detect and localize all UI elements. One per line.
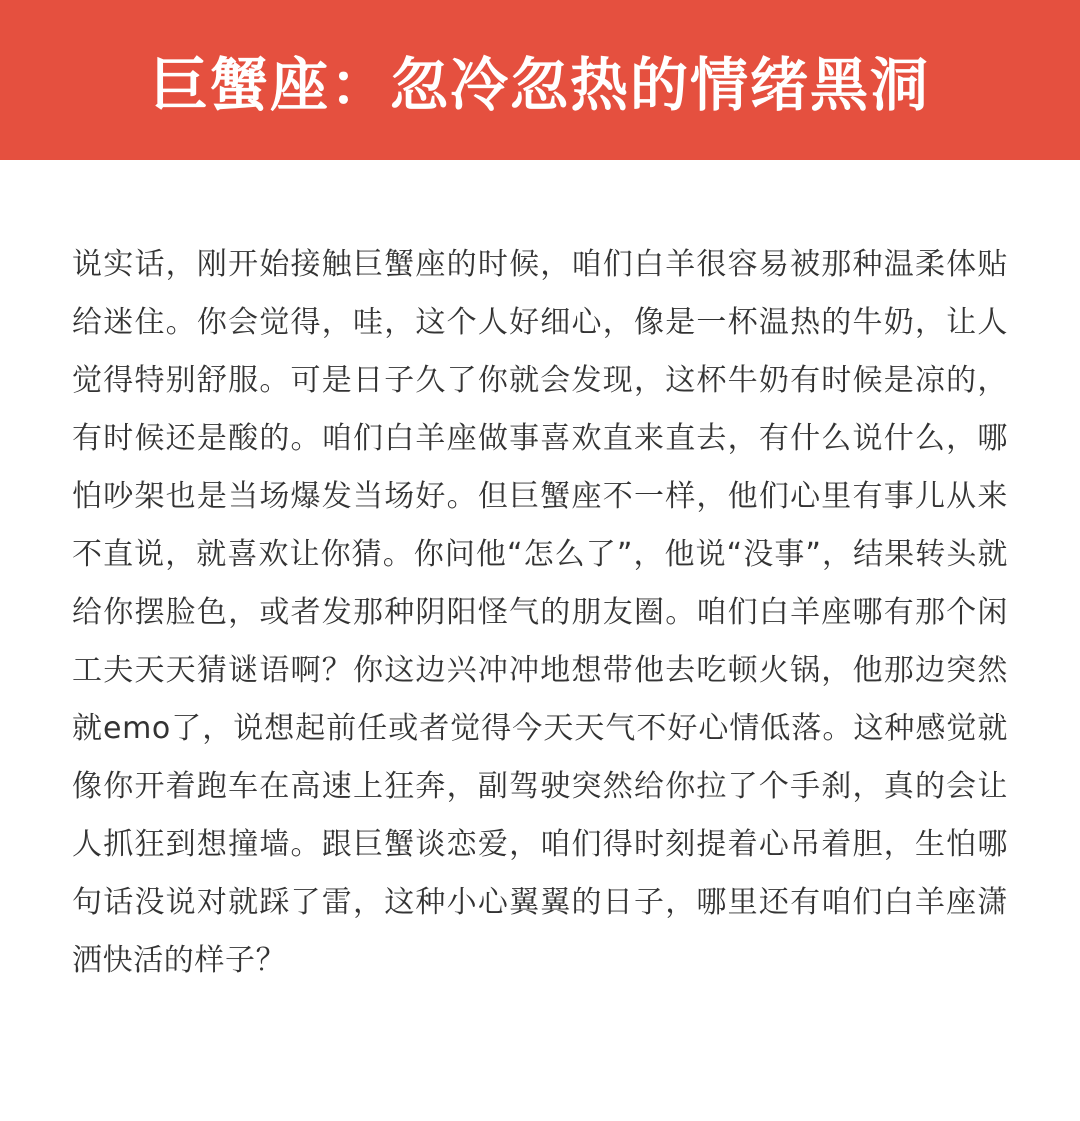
title-banner bbox=[0, 0, 1080, 160]
article-body bbox=[72, 236, 1008, 990]
page-title: 巨蟹座：忽冷忽热的情绪黑洞 bbox=[149, 51, 930, 119]
article-paragraph: 说实话，刚开始接触巨蟹座的时候，咱们白羊很容易被那种温柔体贴给迷住。你会觉得，哇，这个人好细心，像是一杯温热的牛奶，让人觉得特别舒服。可是日子久了你就会发现，这杯牛奶有时候是凉的，有时候还是酸的。咱们白羊座做事喜欢直来直去，有什么说什么，哪怕吵架也是当场爆发当场好。但巨蟹座不一样，他们心里有事儿从来不直说，就喜欢让你猜。你问他“怎么了”，他说“没事”，结果转头就给你摆脸色，或者发那种阴阳怪气的朋友圈。咱们白羊座哪有那个闲工夫天天猜谜语啊？你这边兴冲冲地想带他去吃顿火锅，他那边突然就emo了，说想起前任或者觉得今天天气不好心情低落。这种感觉就像你开着跑车在高速上狂奔，副驾驶突然给你拉了个手刹，真的会让人抓狂到想撞墙。跟巨蟹谈恋爱，咱们得时刻提着心吊着胆，生怕哪句话没说对就踩了雷，这种小心翼翼的日子，哪里还有咱们白羊座潇洒快活的样子？ bbox=[72, 247, 1008, 978]
